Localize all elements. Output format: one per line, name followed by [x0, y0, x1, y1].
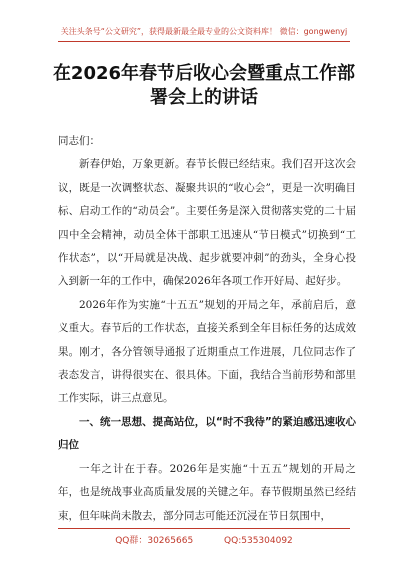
footer — [0, 533, 408, 546]
header-divider — [58, 41, 350, 42]
salutation: 同志们： — [58, 135, 100, 147]
paragraph-3: 一年之计在于春。2026年是实施“十五五”规划的开局之年，也是统战事业高质量发展的关键之年。春节假期虽然已经结束，但年味尚未散去，部分同志可能还沉浸在节日氛围中， — [58, 462, 356, 522]
header-banner: 关注头条号“公文研究”，获得最新最全最专业的公文资料库！ 微信：gongwenyj — [60, 27, 348, 36]
footer-qq: QQ:535304092 — [224, 536, 293, 546]
document-body — [58, 130, 356, 528]
paragraph-2: 2026年作为实施“十五五”规划的开局之年，承前启后，意义重大。春节后的工作状态，直接关系到全年目标任务的达成效果。刚才，各分管领导通报了近期重点工作进展，几位同志作了表态发言，讲得很实在、很具体。下面，我结合当前形势和部里工作实际，讲三点意见。 — [58, 298, 356, 405]
footer-qq-group: QQ群：30265665 — [115, 536, 194, 546]
section-heading-1: 一、统一思想、提高站位，以“时不我待”的紧迫感迅速收心归位 — [58, 415, 356, 452]
document-title: 在2026年春节后收心会暨重点工作部署会上的讲话 — [52, 63, 356, 108]
paragraph-1: 新春伊始，万象更新。春节长假已经结束。我们召开这次会议，既是一次调整状态、凝聚共识的“收心会”，更是一次明确目标、启动工作的“动员会”。主要任务是深入贯彻落实党的二十届四中全会精神，动员全体干部职工迅速从“节日模式”切换到“工作状态”，以“开局就是决战、起步就要冲刺”的劲头，全身心投入到新一年的工作中，确保2026年各项工作开好局、起好步。 — [58, 158, 356, 288]
footer-divider — [58, 528, 350, 529]
